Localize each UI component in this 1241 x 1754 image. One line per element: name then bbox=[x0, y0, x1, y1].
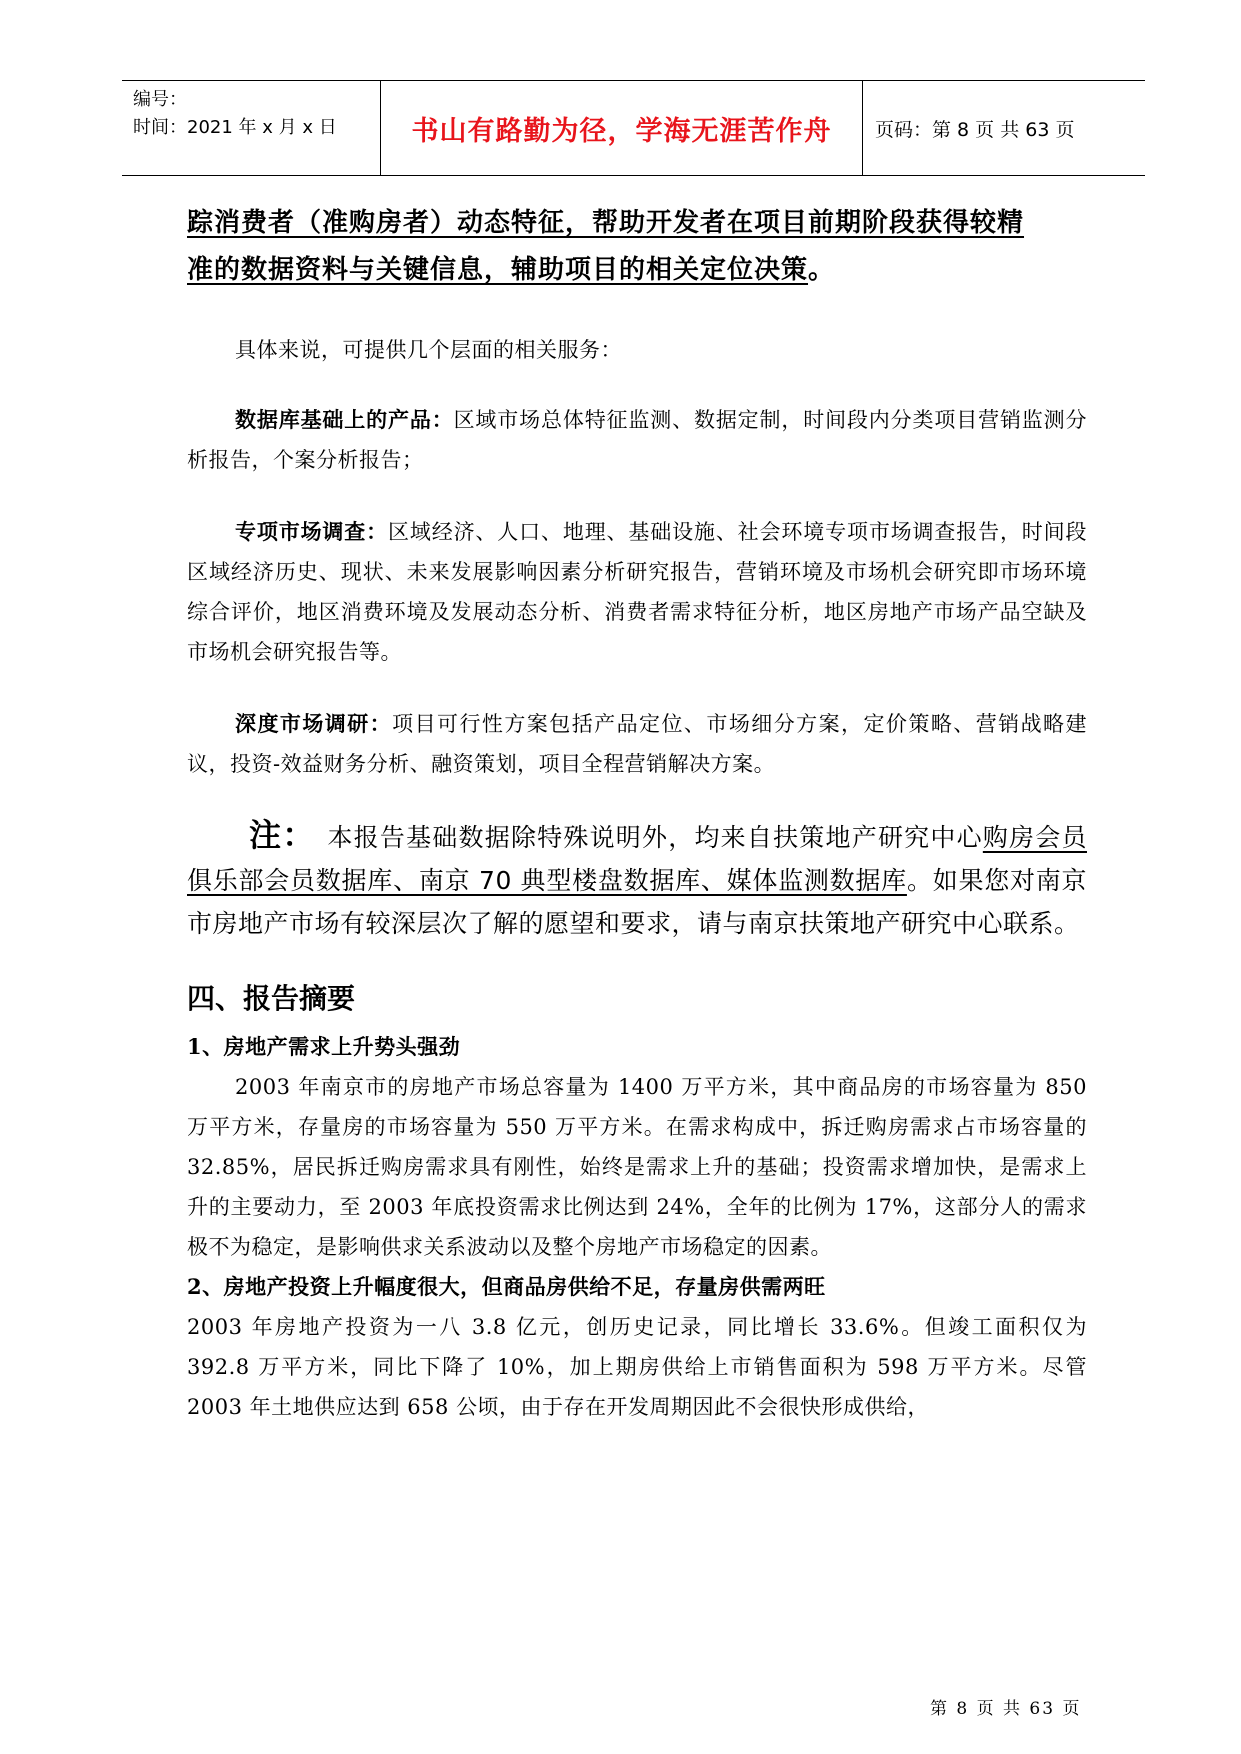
lead-line-1: 踪消费者（准购房者）动态特征，帮助开发者在项目前期阶段获得较精 bbox=[187, 208, 1025, 238]
document-body bbox=[187, 200, 1087, 1427]
service-paragraph-1 bbox=[187, 400, 1087, 480]
lead-line-2 bbox=[187, 247, 1087, 294]
motto: 书山有路勤为径，学海无涯苦作舟 bbox=[381, 81, 863, 175]
subsection-1-title: 1、房地产需求上升势头强劲 bbox=[187, 1034, 461, 1059]
lead-line-2-end: 。 bbox=[808, 255, 836, 285]
note-text-underlined: 购房会员俱乐部会员数据库、南京 70 典型楼盘数据库、媒体监测数据库 bbox=[187, 823, 1087, 895]
subsection-2-title: 2、房地产投资上升幅度很大，但商品房供给不足，存量房供需两旺 bbox=[187, 1274, 826, 1299]
page-header bbox=[122, 80, 1145, 176]
header-meta bbox=[122, 81, 381, 175]
service-text-2: 区域经济、人口、地理、基础设施、社会环境专项市场调查报告，时间段区域经济历史、现状、未来发展影响因素分析研究报告，营销环境及市场机会研究即市场环境综合评价，地区消费环境及发展动态分析、消费者需求特征分析，地区房地产市场产品空缺及市场机会研究报告等。 bbox=[187, 520, 1088, 664]
lead-line-2-text: 准的数据资料与关键信息，辅助项目的相关定位决策 bbox=[187, 255, 809, 285]
note-text-b: 。如果您对南京市房地产市场有较深层次了解的愿望和要求，请与南京扶策地产研究中心联系。 bbox=[187, 866, 1087, 938]
note-text-a: 本报告基础数据除特殊说明外，均来自扶策地产研究中心 bbox=[327, 823, 983, 852]
service-text-3: 项目可行性方案包括产品定位、市场细分方案，定价策略、营销战略建议，投资-效益财务分析、融资策划，项目全程营销解决方案。 bbox=[187, 712, 1088, 776]
intro-paragraph: 具体来说，可提供几个层面的相关服务： bbox=[235, 338, 622, 362]
service-label-2: 专项市场调查： bbox=[235, 519, 388, 544]
note-paragraph bbox=[187, 814, 1087, 945]
service-label-1: 数据库基础上的产品： bbox=[235, 407, 454, 432]
subsection-2-text: 2003 年房地产投资为一八 3.8 亿元，创历史记录，同比增长 33.6%。但竣工面积仅为 392.8 万平方米，同比下降了 10%，加上期房供给上市销售面积为 598 万平方米。尽管 2003 年土地供应达到 658 公顷，由于存在开发周期因此不会很快形成供给， bbox=[187, 1315, 1087, 1419]
date-label: 时间：2021 年 x 月 x 日 bbox=[133, 117, 337, 138]
service-paragraph-3 bbox=[187, 704, 1087, 784]
number-label: 编号： bbox=[133, 89, 187, 110]
note-label: 注： bbox=[249, 816, 316, 854]
service-text-1: 区域市场总体特征监测、数据定制，时间段内分类项目营销监测分析报告，个案分析报告； bbox=[187, 408, 1088, 472]
page-info: 页码：第 8 页 共 63 页 bbox=[875, 118, 1075, 141]
page-footer: 第 8 页 共 63 页 bbox=[930, 1699, 1082, 1719]
subsection-1-text: 2003 年南京市的房地产市场总容量为 1400 万平方米，其中商品房的市场容量为 850 万平方米，存量房的市场容量为 550 万平方米。在需求构成中，拆迁购房需求占市场容量的 32.85%，居民拆迁购房需求具有刚性，始终是需求上升的基础；投资需求增加快，是需求上升的主要动力，至 2003 年底投资需求比例达到 24%，全年的比例为 17%，这部分人的需求极不为稳定，是影响供求关系波动以及整个房地产市场稳定的因素。 bbox=[187, 1075, 1087, 1259]
service-label-3: 深度市场调研： bbox=[235, 711, 393, 736]
service-paragraph-2 bbox=[187, 512, 1087, 672]
section-title: 四、报告摘要 bbox=[187, 982, 356, 1015]
